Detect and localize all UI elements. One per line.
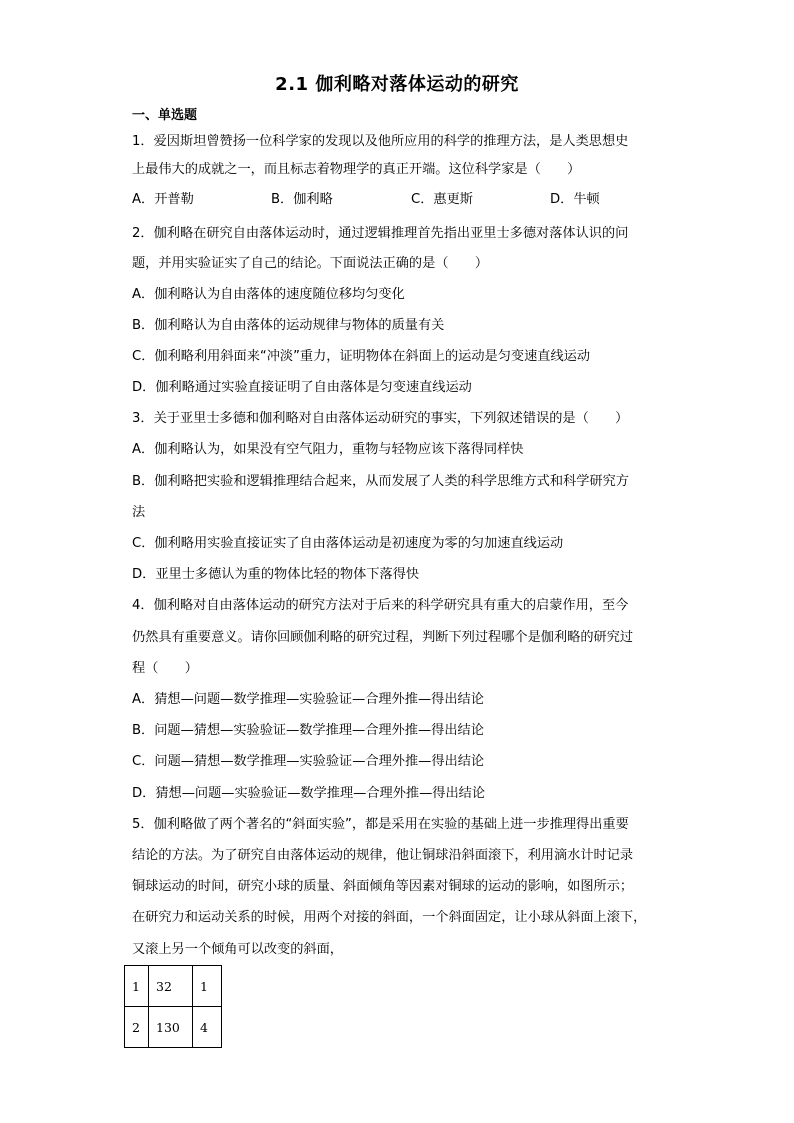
q2-option-c: C．伽利略利用斜面来“冲淡”重力，证明物体在斜面上的运动是匀变速直线运动	[132, 349, 591, 364]
q1-line-1: 1．爱因斯坦曾赞扬一位科学家的发现以及他所应用的科学的推理方法，是人类思想史	[132, 134, 629, 149]
q1-option-c: C．惠更斯	[411, 192, 473, 207]
table-cell: 2	[125, 1007, 149, 1048]
table-cell: 1	[125, 966, 149, 1007]
q2-option-b: B．伽利略认为自由落体的运动规律与物体的质量有关	[132, 318, 445, 333]
q4-option-d: D．猜想—问题—实验验证—数学推理—合理外推—得出结论	[132, 786, 486, 801]
q4-line-1: 4．伽利略对自由落体运动的研究方法对于后来的科学研究具有重大的启蒙作用，至今	[132, 598, 629, 613]
q3-option-a: A．伽利略认为，如果没有空气阻力，重物与轻物应该下落得同样快	[132, 442, 524, 457]
q3-option-c: C．伽利略用实验直接证实了自由落体运动是初速度为零的匀加速直线运动	[132, 536, 564, 551]
q5-line-2: 结论的方法。为了研究自由落体运动的规律，他让铜球沿斜面滚下，利用滴水计时记录	[132, 848, 634, 863]
data-table	[124, 965, 222, 1048]
q4-option-b: B．问题—猜想—实验验证—数学推理—合理外推—得出结论	[132, 723, 484, 738]
q2-line-1: 2．伽利略在研究自由落体运动时，通过逻辑推理首先指出亚里士多德对落体认识的问	[132, 226, 629, 241]
table-row	[125, 1007, 222, 1048]
q1-option-b: B．伽利略	[271, 192, 333, 207]
q3-option-b: B．伽利略把实验和逻辑推理结合起来，从而发展了人类的科学思维方式和科学研究方	[132, 474, 629, 489]
q4-option-a: A．猜想—问题—数学推理—实验验证—合理外推—得出结论	[132, 692, 484, 707]
q5-line-4: 在研究力和运动关系的时候，用两个对接的斜面，一个斜面固定，让小球从斜面上滚下，	[132, 910, 647, 925]
q5-line-3: 铜球运动的时间，研究小球的质量、斜面倾角等因素对铜球的运动的影响，如图所示；	[132, 879, 634, 894]
table-cell: 1	[193, 966, 222, 1007]
q1-option-a: A．开普勒	[132, 192, 194, 207]
q3-option-d: D．亚里士多德认为重的物体比轻的物体下落得快	[132, 567, 420, 582]
q3-line-1: 3．关于亚里士多德和伽利略对自由落体运动研究的事实，下列叙述错误的是（ ）	[132, 411, 629, 426]
table-cell: 32	[149, 966, 193, 1007]
q2-option-d: D．伽利略通过实验直接证明了自由落体是匀变速直线运动	[132, 380, 472, 395]
q4-line-2: 仍然具有重要意义。请你回顾伽利略的研究过程，判断下列过程哪个是伽利略的研究过	[132, 630, 634, 645]
q2-line-2: 题，并用实验证实了自己的结论。下面说法正确的是（ ）	[132, 256, 489, 271]
q2-option-a: A．伽利略认为自由落体的速度随位移均匀变化	[132, 287, 405, 302]
q3-option-b-cont: 法	[132, 505, 146, 520]
q1-option-d: D．牛顿	[550, 192, 600, 207]
table-cell: 4	[193, 1007, 222, 1048]
q4-option-c: C．问题—猜想—数学推理—实验验证—合理外推—得出结论	[132, 754, 485, 769]
q5-line-5: 又滚上另一个倾角可以改变的斜面，	[132, 942, 343, 957]
page-title: 2.1 伽利略对落体运动的研究	[275, 74, 519, 95]
section-heading: 一、单选题	[132, 108, 198, 123]
table-cell: 130	[149, 1007, 193, 1048]
table-row	[125, 966, 222, 1007]
q5-line-1: 5．伽利略做了两个著名的“斜面实验”，都是采用在实验的基础上进一步推理得出重要	[132, 817, 629, 832]
q4-line-3: 程（ ）	[132, 661, 198, 676]
q1-line-2: 上最伟大的成就之一，而且标志着物理学的真正开端。这位科学家是（ ）	[132, 162, 581, 177]
